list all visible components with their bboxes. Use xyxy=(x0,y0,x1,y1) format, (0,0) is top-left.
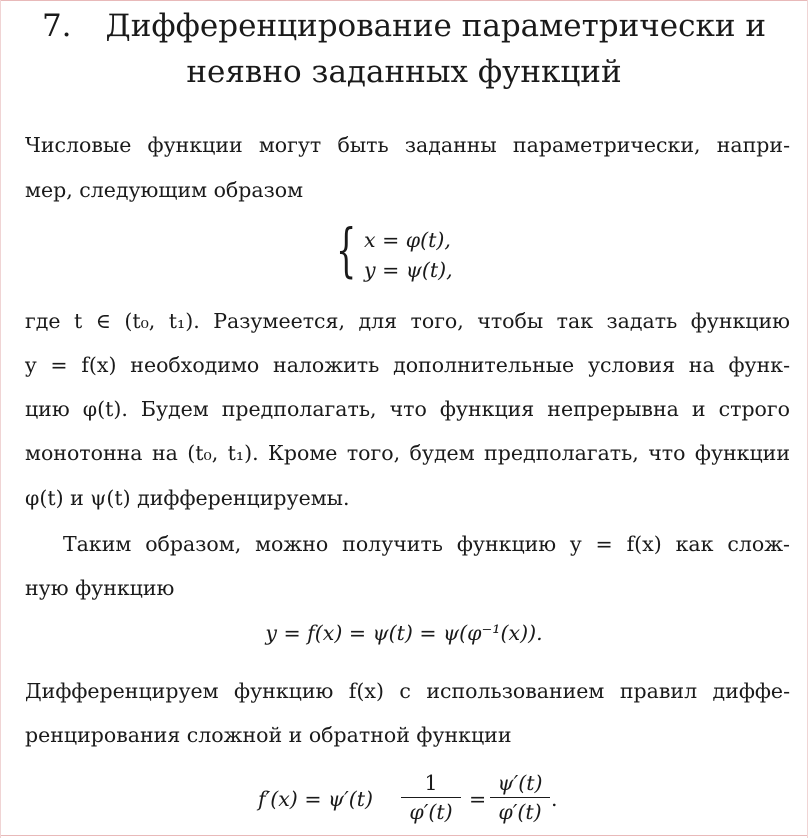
fraction2-numerator: ψ′(t) xyxy=(497,771,543,795)
fraction2-denominator: φ′(t) xyxy=(498,800,542,824)
section-number: 7. xyxy=(41,8,72,44)
system-row-y: y = ψ(t), xyxy=(364,258,453,282)
paragraph1-line2: мер, следующим образом xyxy=(25,178,304,202)
fraction1-denominator: φ′(t) xyxy=(409,800,453,824)
paragraph3-line2: ную функцию xyxy=(25,576,175,600)
paragraph2-line1: где t ∈ (t₀, t₁). Разумеется, для того, чтобы так задать функцию xyxy=(25,309,790,333)
page-border-left xyxy=(0,0,1,838)
derivative-lhs: f′(x) = ψ′(t) xyxy=(258,787,373,811)
paragraph2-line3: цию φ(t). Будем предполагать, что функция непрерывна и строго xyxy=(25,397,790,421)
equals-sign: = xyxy=(469,787,487,811)
left-brace: { xyxy=(336,216,357,284)
section-title-line2: неявно заданных функций xyxy=(186,54,622,90)
paragraph2-line4: монотонна на (t₀, t₁). Кроме того, будем предполагать, что функции xyxy=(25,441,790,465)
paragraph2-line2: y = f(x) необходимо наложить дополнительные условия на функ- xyxy=(25,353,790,377)
paragraph2-line5: φ(t) и ψ(t) дифференцируемы. xyxy=(25,486,350,510)
section-title xyxy=(0,4,808,48)
paragraph4-line2: ренцирования сложной и обратной функции xyxy=(25,723,512,747)
parametric-system xyxy=(336,216,536,288)
page-border-bottom xyxy=(0,835,808,836)
page-border-top xyxy=(0,0,808,1)
paragraph1-line1: Числовые функции могут быть заданны параметрически, напри- xyxy=(25,133,790,157)
paragraph3-line1: Таким образом, можно получить функцию y = f(x) как слож- xyxy=(63,532,790,556)
section-title-line1: Дифференцирование параметрически и xyxy=(105,8,767,44)
formula-end-period: . xyxy=(551,787,558,811)
fraction-one-over-phi-prime xyxy=(401,769,461,826)
fraction-psi-prime-over-phi-prime xyxy=(490,769,550,826)
formula-composite: y = f(x) = ψ(t) = ψ(φ⁻¹(x)). xyxy=(265,621,543,645)
paragraph4-line1: Дифференцируем функцию f(x) с использованием правил диффе- xyxy=(25,679,790,703)
system-row-x: x = φ(t), xyxy=(364,228,451,252)
fraction1-numerator: 1 xyxy=(424,771,438,795)
